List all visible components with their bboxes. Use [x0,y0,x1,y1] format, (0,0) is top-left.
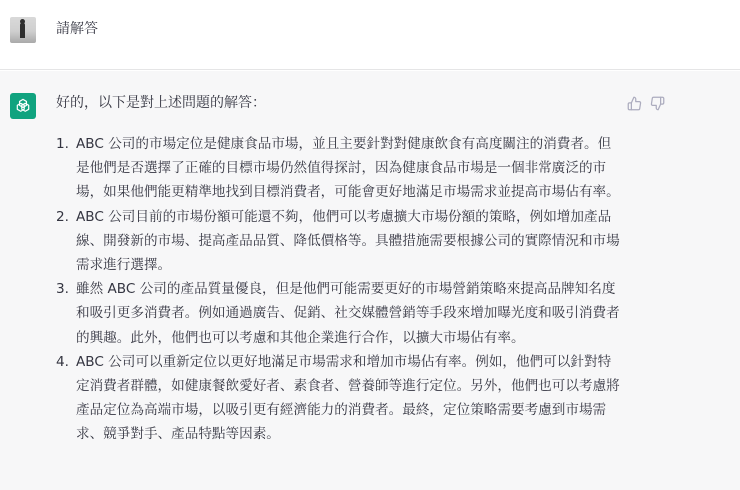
list-item-number: 3. [56,281,69,298]
list-item-text: ABC 公司可以重新定位以更好地滿足市場需求和增加市場佔有率。例如，他們可以針對特定消費者群體，如健康餐飲愛好者、素食者、營養師等進行定位。另外，他們也可以考慮將產品定位為高端市場，以吸引更有經濟能力的消費者。最終，定位策略需要考慮到市場需求、競爭對手、產品特點等因素。 [76,353,620,443]
list-item [56,132,622,205]
list-item-number: 1. [56,136,69,152]
list-item-text: ABC 公司目前的市場份額可能還不夠，他們可以考慮擴大市場份額的策略，例如增加產品線、開發新的市場、提高產品品質、降低價格等。具體措施需要根據公司的實際情況和市場需求進行選擇。 [76,208,620,274]
list-item [56,350,622,447]
thumbs-up-icon[interactable] [625,94,643,112]
assistant-message-row [0,71,740,490]
list-item-text: ABC 公司的市場定位是健康食品市場，並且主要針對對健康飲食有高度關注的消費者。但是他們是否選擇了正確的目標市場仍然值得探討，因為健康食品市場是一個非常廣泛的市場，如果他們能更精準地找到目標消費者，可能會更好地滿足市場需求並提高市場佔有率。 [76,136,620,201]
assistant-intro: 好的，以下是對上述問題的解答： [56,95,266,111]
list-item [56,205,622,278]
list-item-number: 2. [56,208,69,225]
thumbs-down-icon[interactable] [648,94,666,112]
answer-list [56,132,622,447]
openai-logo-icon [10,93,36,119]
user-avatar [10,17,36,43]
user-message-row [0,0,740,70]
list-item-text: 雖然 ABC 公司的產品質量優良，但是他們可能需要更好的市場營銷策略來提高品牌知名度和吸引更多消費者。例如通過廣告、促銷、社交媒體營銷等手段來增加曝光度和吸引消費者的興趣。此外，他們也可以考慮和其他企業進行合作，以擴大市場佔有率。 [76,281,620,346]
user-message-text: 請解答 [56,21,98,37]
list-item-number: 4. [56,353,69,370]
list-item [56,277,622,350]
